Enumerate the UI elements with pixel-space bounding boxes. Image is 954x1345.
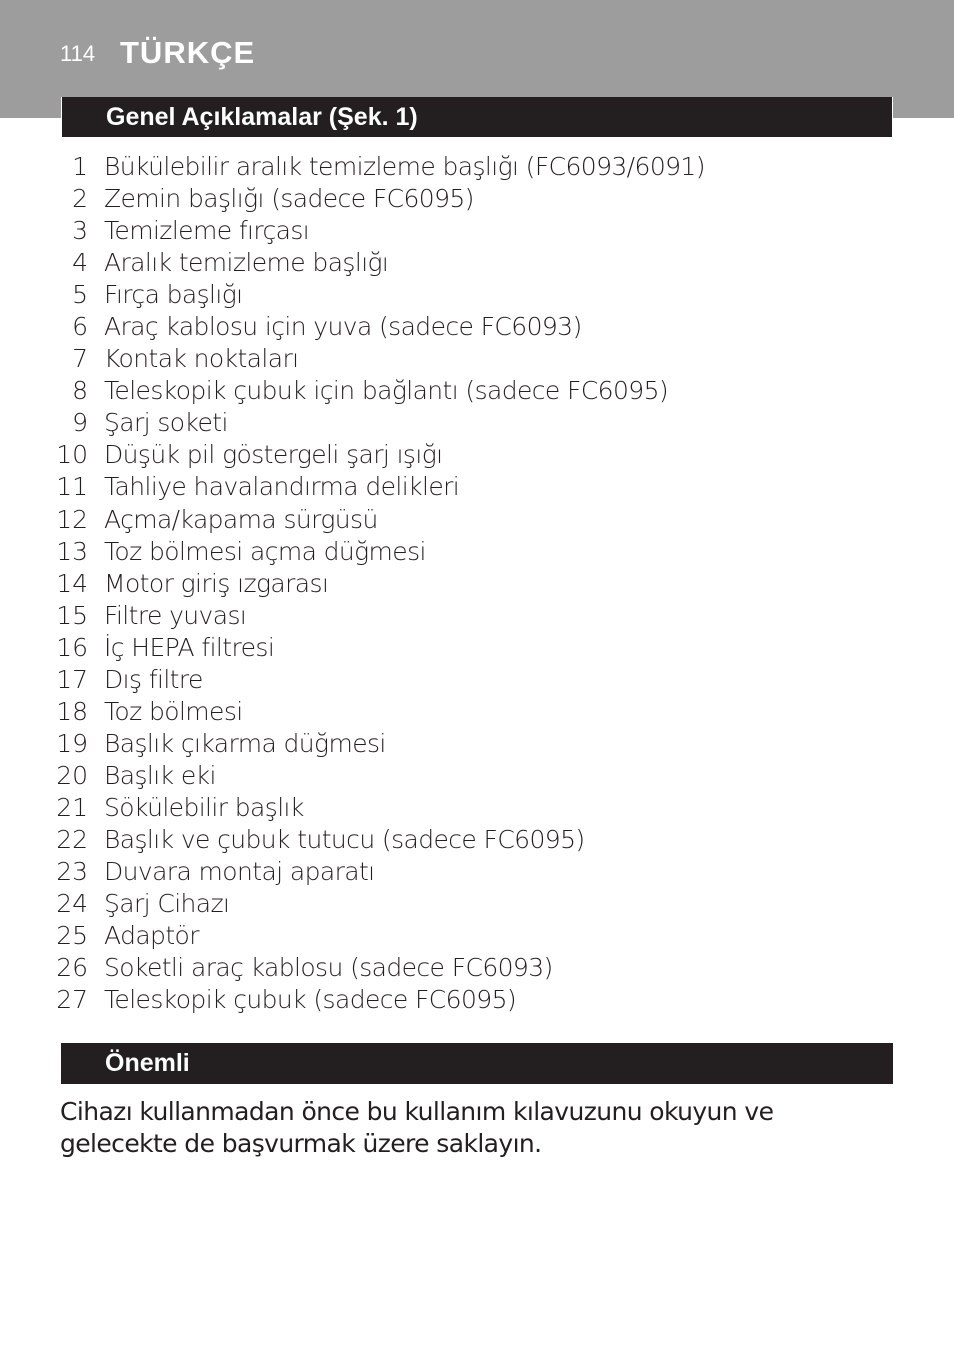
list-item: [0, 504, 954, 536]
part-label: Filtre yuvası: [104, 600, 247, 630]
list-item: [0, 151, 954, 183]
part-number: 26: [56, 953, 88, 983]
list-item: [0, 664, 954, 696]
list-item: [0, 888, 954, 920]
part-number: 10: [56, 440, 88, 470]
part-label: Soketli araç kablosu (sadece FC6093): [104, 953, 553, 983]
part-label: Tahliye havalandırma delikleri: [104, 472, 460, 502]
part-label: Teleskopik çubuk (sadece FC6095): [104, 985, 517, 1015]
list-item: [0, 600, 954, 632]
section-bar-general: [61, 97, 893, 138]
section-title-important: Önemli: [105, 1049, 190, 1077]
part-number: 2: [72, 184, 88, 214]
part-label: Başlık çıkarma düğmesi: [104, 728, 386, 758]
important-paragraph: Cihazı kullanmadan önce bu kullanım kılavuzunu okuyun ve gelecekte de başvurmak üzere saklayın.: [60, 1097, 774, 1158]
list-item: [0, 183, 954, 215]
part-label: Şarj Cihazı: [104, 889, 230, 919]
part-label: Sökülebilir başlık: [104, 792, 304, 822]
list-item: [0, 343, 954, 375]
part-number: 20: [56, 760, 88, 790]
part-label: Temizleme fırçası: [104, 216, 310, 246]
list-item: [0, 760, 954, 792]
part-number: 5: [72, 280, 88, 310]
part-number: 17: [56, 664, 88, 694]
part-number: 8: [72, 376, 88, 406]
part-label: Dış filtre: [104, 664, 203, 694]
part-label: Başlık ve çubuk tutucu (sadece FC6095): [104, 824, 585, 854]
list-item: [0, 471, 954, 503]
list-item: [0, 632, 954, 664]
part-number: 24: [56, 889, 88, 919]
part-label: Başlık eki: [104, 760, 216, 790]
part-label: Kontak noktaları: [104, 344, 299, 374]
part-label: Fırça başlığı: [104, 280, 243, 310]
part-number: 19: [56, 728, 88, 758]
part-label: Araç kablosu için yuva (sadece FC6093): [104, 312, 582, 342]
part-label: Adaptör: [104, 921, 199, 951]
part-number: 15: [56, 600, 88, 630]
part-number: 14: [56, 568, 88, 598]
list-item: [0, 984, 954, 1016]
part-number: 27: [56, 985, 88, 1015]
part-number: 1: [72, 152, 88, 181]
part-number: 22: [56, 824, 88, 854]
part-label: Aralık temizleme başlığı: [104, 248, 389, 278]
list-item: [0, 215, 954, 247]
part-number: 23: [56, 857, 88, 887]
part-number: 11: [56, 472, 88, 502]
part-number: 9: [72, 408, 88, 438]
part-label: Şarj soketi: [104, 408, 228, 438]
part-label: Açma/kapama sürgüsü: [104, 504, 378, 534]
part-number: 3: [72, 216, 88, 246]
list-item: [0, 728, 954, 760]
list-item: [0, 375, 954, 407]
part-label: Teleskopik çubuk için bağlantı (sadece FC6095): [104, 376, 669, 406]
list-item: [0, 311, 954, 343]
list-item: [0, 536, 954, 568]
list-item: [0, 824, 954, 856]
list-item: [0, 279, 954, 311]
part-label: Düşük pil göstergeli şarj ışığı: [104, 440, 443, 470]
list-item: [0, 439, 954, 471]
part-label: Bükülebilir aralık temizleme başlığı (FC6093/6091): [104, 152, 705, 181]
list-item: [0, 920, 954, 952]
part-number: 25: [56, 921, 88, 951]
list-item: [0, 792, 954, 824]
list-item: [0, 407, 954, 439]
part-number: 7: [72, 344, 88, 374]
part-number: 6: [72, 312, 88, 342]
part-number: 12: [56, 504, 88, 534]
part-label: Duvara montaj aparatı: [104, 857, 375, 887]
page-number: 114: [60, 41, 96, 66]
language-title: TÜRKÇE: [120, 35, 256, 70]
part-number: 13: [56, 536, 88, 566]
part-label: Motor giriş ızgarası: [104, 568, 329, 598]
part-number: 21: [56, 792, 88, 822]
part-label: Toz bölmesi açma düğmesi: [104, 536, 426, 566]
part-label: Zemin başlığı (sadece FC6095): [104, 184, 474, 214]
part-number: 16: [56, 632, 88, 662]
list-item: [0, 856, 954, 888]
list-item: [0, 952, 954, 984]
part-number: 4: [72, 248, 88, 278]
section-title-general: Genel Açıklamalar (Şek. 1): [106, 103, 418, 131]
part-label: İç HEPA filtresi: [104, 632, 275, 662]
list-item: [0, 247, 954, 279]
parts-list: [0, 151, 954, 1016]
list-item: [0, 696, 954, 728]
part-number: 18: [56, 696, 88, 726]
list-item: [0, 568, 954, 600]
part-label: Toz bölmesi: [104, 696, 243, 726]
section-bar-important: [61, 1043, 893, 1084]
